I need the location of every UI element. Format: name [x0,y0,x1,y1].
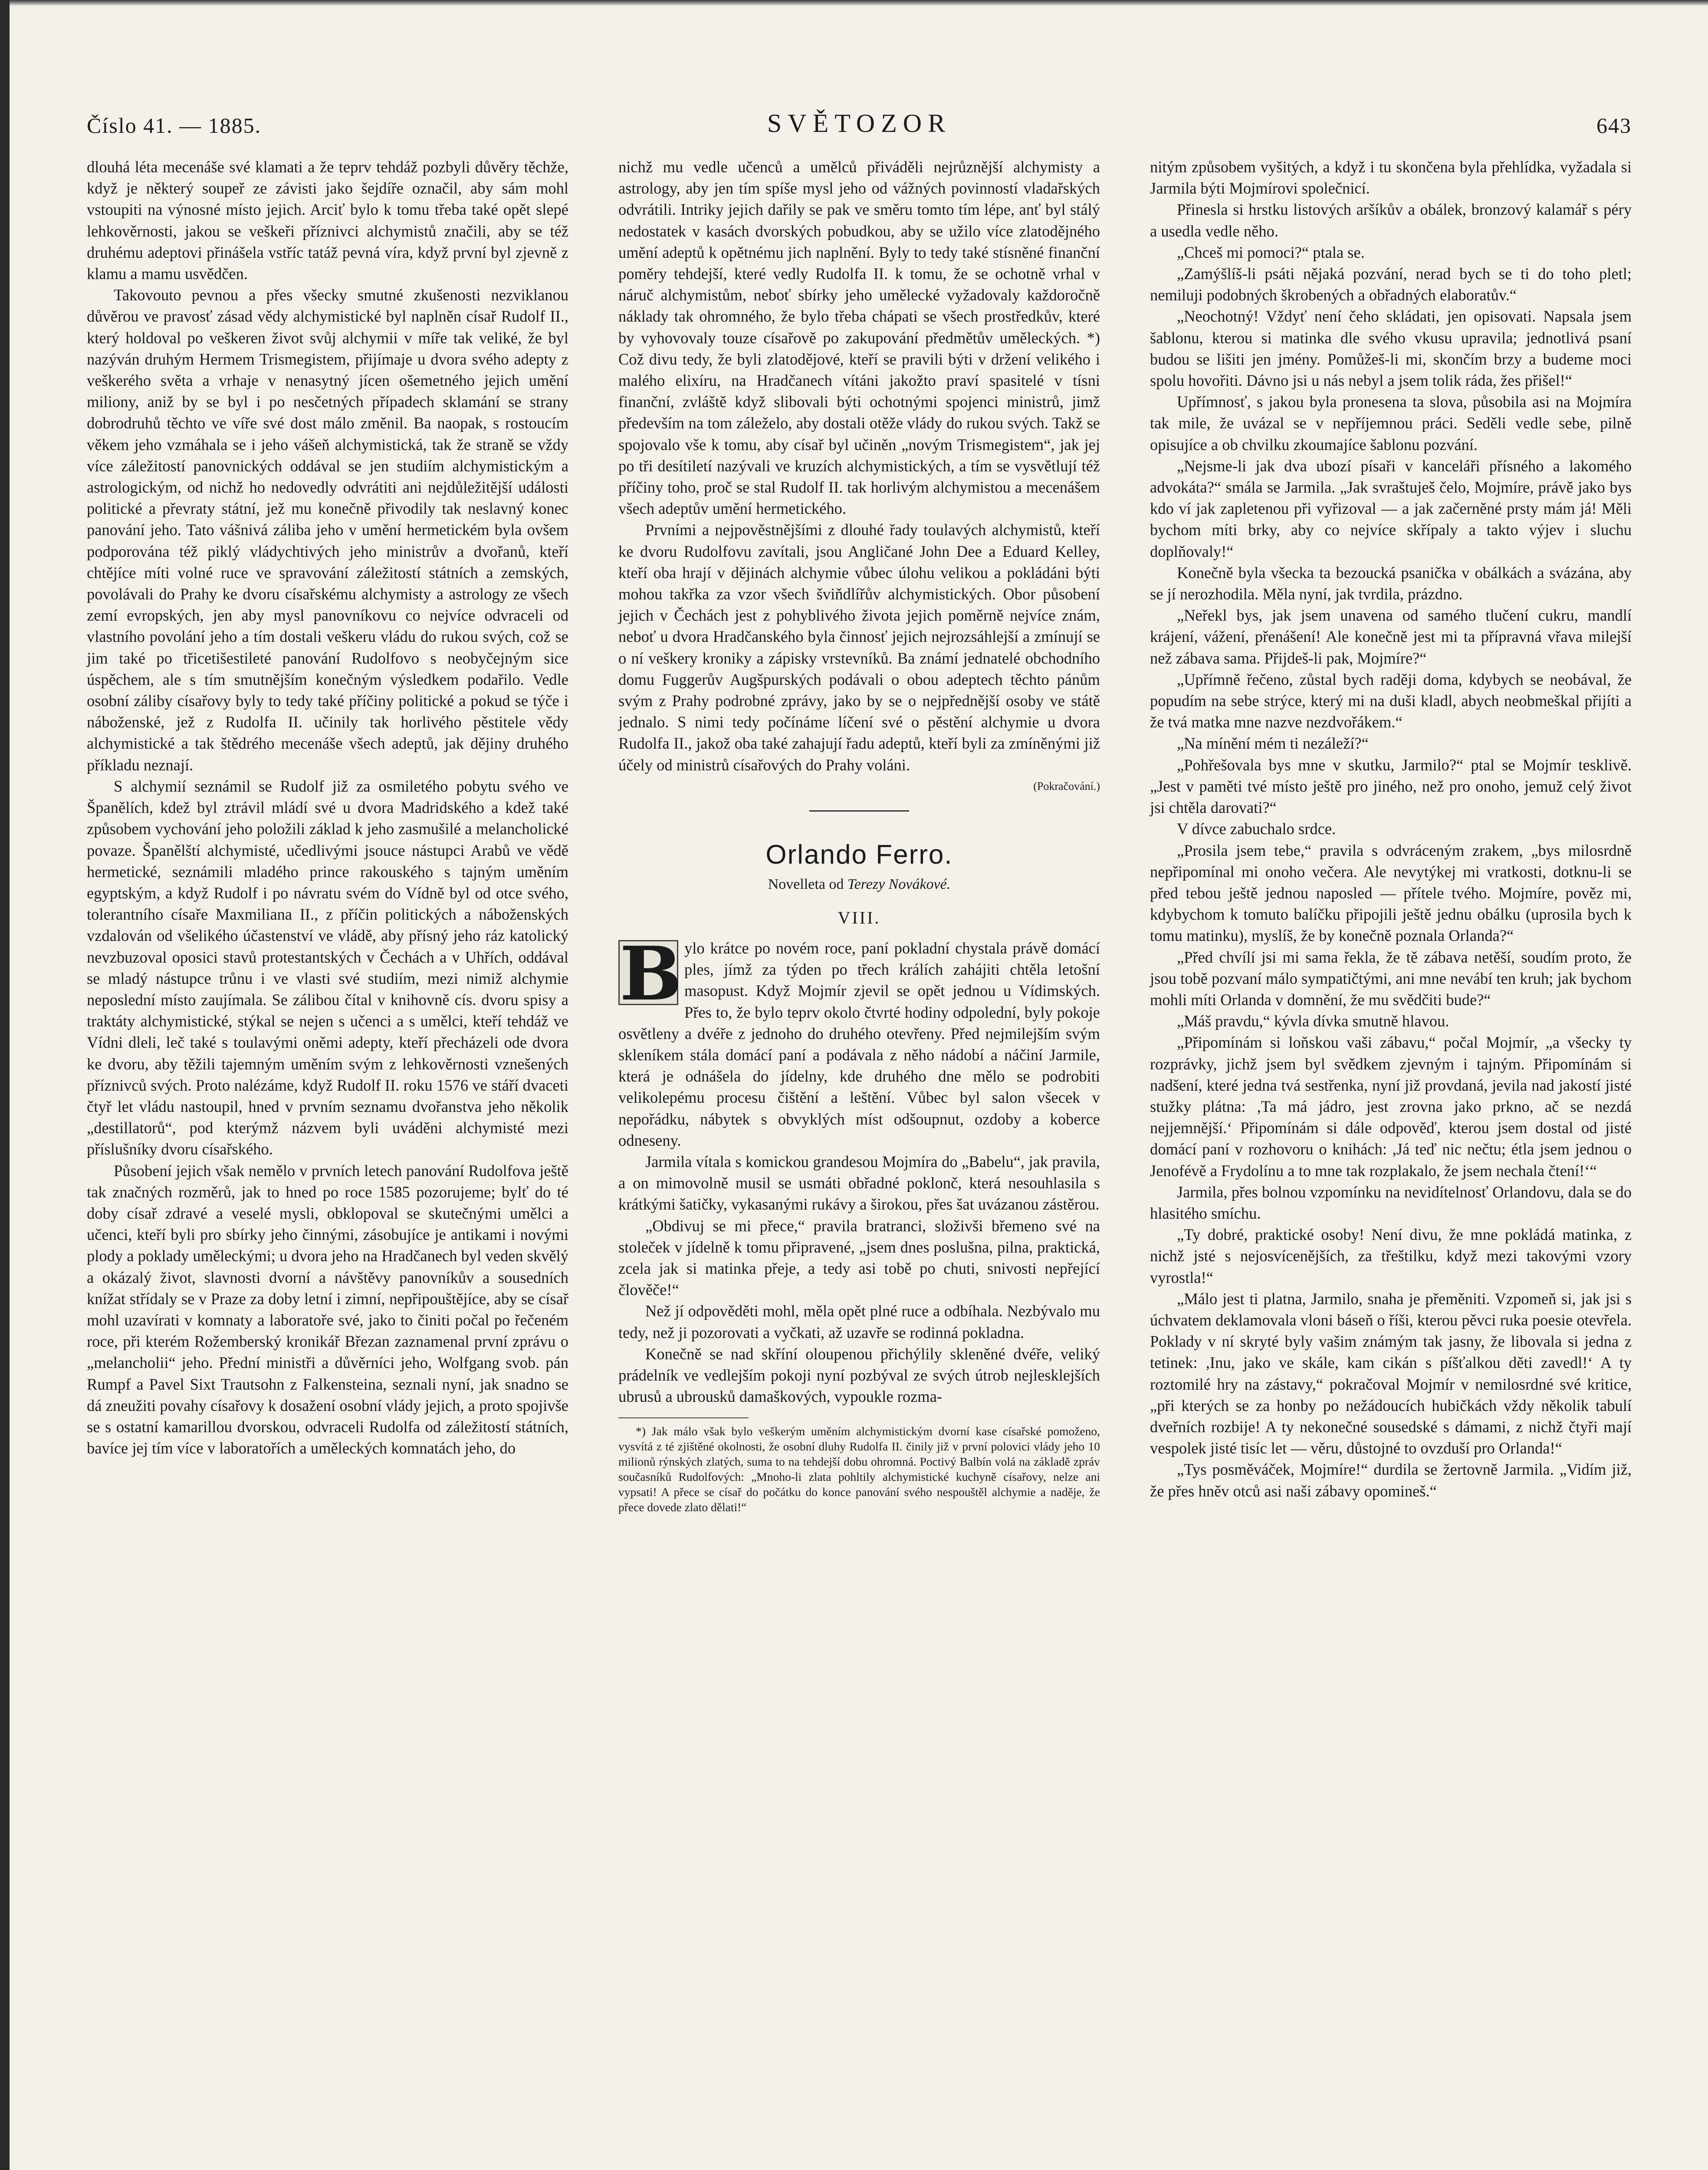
footnote [618,1424,1100,1515]
page-header [87,108,1632,143]
story-author: Terezy Novákové. [847,876,951,892]
paragraph: „Neřekl bys, jak jsem unavena od samého tlučení cukru, mandlí krájení, vážení, přenášení! Ale konečně jest mi ta přípravná vřava milejší než zábava sama. Přijdeš-li pak, Mojmíre?“ [1150,606,1632,667]
paragraph: Upřímnosť, s jakou byla pronesena ta slova, působila asi na Mojmíra tak mile, že uvázal se v nepříjemnou práci. Seděli vedle sebe, pilně opisujíce a ob chvilku zkoumajíce šablonu pozvání. [1150,393,1632,454]
paragraph: „Nejsme-li jak dva ubozí písaři v kanceláři přísného a lakomého advokáta?“ smála se Jarmila. „Jak svraštuješ čelo, Mojmíre, právě jako bys kdo ví jak zapletenou při vyřizoval — a jak začerněné prsty mám já! Měli bychom míti brky, aby co nejvíce skřípaly a takto výjev i sluchu doplňovaly!“ [1150,457,1632,560]
paragraph: V dívce zabuchalo srdce. [1177,820,1336,838]
paragraph: „Prosila jsem tebe,“ pravila s odvráceným zrakem, „bys milosrdně nepřipomínal mi onoho večera. Ale nevytýkej mi vratkosti, dotknu-li se před tebou ještě jednou naposled — přítele tvého. Mojmíre, pověz mi, kdybychom k tomuto balíčku připojili ještě jednu obálku (uprosila bych k tomu matinku), myslíš, že by konečně poznala Orlanda?“ [1150,841,1632,945]
paragraph: Konečně se nad skříní oloupenou přichýlily skleněné dvéře, veliký prádelník ve vedlejším pokoji nyní pozbýval ze svých útrob nejlesklejších ubrusů a ubrousků damaškových, vypoukle rozma- [618,1345,1100,1406]
scan-edge-top [0,0,1708,6]
paragraph: Působení jejich však nemělo v prvních letech panování Rudolfova ještě tak značných rozměrů, jak to hned po roce 1585 pozorujeme; bylť do té doby císař zdravé a veselé mysli, obklopoval se skutečnými umělci a učenci, kteří byli pro sbírky jeho činnými, zásobujíce je antikami i novými plody a poklady uměleckými; u dvora jeho na Hradčanech byl veden skvělý a okázalý život, slavnosti dvorní a návštěvy panovníkův a sousedních knížat střídaly se v Praze za doby letní i zimní, nepřipouštějíce, aby se císař mohl uzavírati v komnaty a laboratoře své, jako to činiti počal po řečeném roce, při kterém Rožemberský kronikář Březan zaznamenal první zprávu o „melancholii“ jeho. Přední ministři a důvěrníci jeho, Wolfgang svob. pán Rumpf a Pavel Sixt Trautsohn z Falkensteina, seznali nyní, jak snadno se dá zneužiti povahy císařovy k dosažení osobní vlády jejich, a proto spojivše se s ostatní kamarillou dvorskou, odvraceli Rudolfa od záležitostí státních, bavíce jej tím více v laboratořích a uměleckých komnatách jeho, do [87,1161,568,1457]
paragraph: Prvními a nejpověstnějšími z dlouhé řady toulavých alchymistů, kteří ke dvoru Rudolfovu zavítali, jsou Angličané John Dee a Eduard Kelley, kteří oba hrají v dějinách alchymie vůbec úlohu velikou a pokládáni býti mohou takřka za vzor všech šviňdlířův alchymistických. Obor působení jejich v Čechách jest z pohyblivého života jejich poměrně nejvíce znám, neboť u dvora Hradčanského byla činnosť jejich nejrozsáhlejší a zmínují se o ní veškery kroniky a zápisky vrstevníků. Ba známí jednatelé obchodního domu Fuggerův Augšpurských podávali o obou adeptech těchto pánům svým z Prahy podrobné zprávy, jako by se o nejpřednější osoby ve státě jednalo. S nimi tedy počínáme líčení své o pěstění alchymie u dvora Rudolfa II., jakož oba také zahajují řadu adeptů, kteří byli za zmíněnými již účely od ministrů císařových do Prahy voláni. [618,521,1100,774]
subtitle-prefix: Novelleta od [768,876,844,892]
page-number: 643 [1596,113,1632,138]
paragraph: „Upřímně řečeno, zůstal bych raději doma, kdybych se neobával, že popudím na sebe strýce, který mi na duši kladl, abych neobmeškal přijíti a že tvá matka mne nazve nezdvořákem.“ [1150,670,1632,731]
paragraph: S alchymií seznámil se Rudolf již za osmiletého pobytu svého ve Španělích, kdež byl ztrávil mládí své u dvora Madridského a kdež také způsobem vychování jeho položili základ k jeho zasmušilé a melancholické povaze. Španělští alchymisté, učedlivými jsouce nástupci Arabů ve vědě hermetické, seznámili mladého prince rakouského s tajným uměním egyptským, a když Rudolf i po návratu svém do Vídně byl od otce svého, tolerantního císaře Maxmiliana II., z příčin politických a náboženských vzdalován od všelikého účastenství ve vládě, aby přísný jeho ráz katolický nevzbuzoval oposici stavů protestantských v Čechách a v Uhřích, oddával se mladý nástupce trůnu i ve vlasti své studiím, mezi nimiž alchymie neposlední místo zaujímala. Se zálibou čítal v knihovně cís. dvoru spisy a traktáty alchymistické, stýkal se nejen s učenci a s umělci, kteří tehdáž ve Vídni dleli, leč také s toulavými oněmi adepty, kteří přecházeli ode dvora ke dvoru, aby těžili tajemným uměním svým z lehkověrnosti vznešených příznivců svých. Proto nalézáme, když Rudolf II. roku 1576 ve stáří dvaceti čtyř let vládu nastoupil, hned v prvním seznamu dvořanstva jeho několik „destillatorů“, pod kterýmž názvem byli uváděni alchymisté mezi příslušníky dvoru císařského. [87,777,568,1158]
paragraph: Jarmila, přes bolnou vzpomínku na nevidítelnosť Orlandovu, dala se do hlasitého smíchu. [1150,1183,1632,1222]
paragraph: nichž mu vedle učenců a umělců přiváděli nejrůznější alchymisty a astrology, aby jen tím spíše mysl jeho od vážných povinností vladařských odvrátili. Intriky jejich dařily se pak ve směru tomto tím lépe, anť byl stálý nedostatek v kasách dvorských pobudkou, aby se užilo více zlatodějného umění adeptů k opětnému jich naplnění. Byly to tedy také stísněné finanční poměry tehdejší, které vedly Rudolfa II. k tomu, že se ochotně vrhal v náruč alchymistům, neboť sbírky jeho umělecké vyžadovaly každoročně náklady tak ohromného, že bylo třeba chápati se všech prostředkův, které by vyhovovaly touze císařově po zakupování předmětův uměleckých. *) Což divu tedy, že byli zlatodějové, kteří se pravili býti v držení velikého i malého elixíru, na Hradčanech vítáni jakožto praví spasitelé v tísni finanční, zvláště když slibovali býti ochotnými spojenci ministrů, jimž především na tom záleželo, aby dostali otěže vlády do rukou svých. Takž se spojovalo vše k tomu, aby císař byl učiněn „novým Trismegistem“, jak jej po tři desítiletí nazývali ve kruzích alchymistických, a tím se vysvětlují též příčiny toho, proč se stal Rudolf II. tak horlivým alchymistou a mecenášem všech adeptův umění hermetického. [618,158,1100,518]
paragraph: „Neochotný! Vždyť není čeho skládati, jen opisovati. Napsala jsem šablonu, kterou si matinka dle svého vkusu upravila; jednotlivá psaní budou se lišiti jen jmény. Pomůžeš-li mi, skončím brzy a budeme moci spolu hovořiti. Dávno jsi u nás nebyl a jsem tolik ráda, žes přišel!“ [1150,307,1632,390]
masthead-title: SVĚTOZOR [767,109,952,138]
column-1 [87,156,568,1459]
story-first-paragraph [618,930,1100,1151]
footnote-text: *) Jak málo však bylo veškerým uměním alchymistickým dvorní kase císařské pomoženo, vysvítá z té zjištěné okolnosti, že osobní dluhy Rudolfa II. činily již v první polovici vlády jeho 10 milionů rýnských zlatých, suma to na tehdejší dobu ohromná. Poctivý Balbín volá na základě zpráv současníků Rudolfových: „Mnoho-li zlata pohltily alchymistické kuchyně císařovy, nelze ani vypsati! A přece se císař do počátku do konce panování svého nespouštěl alchymie a naděje, že přece dovede zlato dělati!“ [618,1424,1100,1514]
paragraph: nitým způsobem vyšitých, a když i tu skončena byla přehlídka, vyžadala si Jarmila býti Mojmírovi společnicí. [1150,158,1632,197]
paragraph: „Před chvílí jsi mi sama řekla, že tě zábava netěší, soudím proto, že jsou tobě pozvaní málo sympatičtými, ani mne nevábí ten kruh; jak bychom mohli míti Orlanda v domnění, že mu svědčiti bude?“ [1150,948,1632,1009]
paragraph: „Ty dobré, praktické osoby! Není divu, že mne pokládá matinka, z nichž jsté s nejosvícenějších, za třeštilku, když mezi takovými vzory vyrostla!“ [1150,1226,1632,1286]
paragraph: „Připomínám si loňskou vaši zábavu,“ počal Mojmír, „a všecky ty rozprávky, jichž jsem byl svědkem zjevným i tajným. Připomínám si nadšení, které jedna tvá sestřenka, nyní již provdaná, jevila nad jakostí jisté stužky plátna: ,Ta má jádro, jest zrovna jako prkno, ač se nezdá nejjemnější.‘ Připomínám si dále odpověď, kterou jsem dostal od jisté domácí paní v rozhovoru o knihách: ,Já teď nic nečtu; étla jsem jednou o Jenofévě a Frydolínu a to mne tak rozplakalo, že jsem nechala čtení!‘“ [1150,1033,1632,1180]
paragraph: Takovouto pevnou a přes všecky smutné zkušenosti nezviklanou důvěrou ve pravosť zásad vědy alchymistické byl naplněn císař Rudolf II., který holdoval po veškeren život svůj alchymii v míře tak veliké, že byl nazýván druhým Hermem Trismegistem, přijímaje u dvora svého adepty z veškerého světa a vrhaje v nenasytný jícen ošemetného jejich umění miliony, aniž by se byl i po nesčetných případech sklamání se strany dobrodruhů těchto ve víře své dost málo změnil. Ba naopak, s rostoucím věkem jeho vzmáhala se i jeho vášeň alchymistická, tak že straně se vždy více záležitostí panovnických oddával se jen studiím alchymistickým a astrologickým, od nichž ho nedovedly odvrátiti ani nejdůležitější události politické a převraty státní, jež mu konečně přivodily tak neslavný konec panování jeho. Tato vášnivá záliba jeho v umění hermetickém byla ovšem podporována též piklý vládychtivých jeho ministrův a dvořanů, kteří chtějíce míti volné ruce ve spravování záležitostí státních a zemských, povolávali do Prahy ke dvoru císařskému alchymisty a astrology ze všech zemí evropských, jen aby mysl panovníkovu co nejvíce odvraceli od vlastního povolání jeho a tím dostali veškeru vládu do rukou svých, což se jim také po třicetišestileté panování Rudolfovo s neobyčejným sice úspěchem, ale s tím smutnějším konečným výsledkem podařilo. Vedle osobní záliby císařovy byly to tedy také příčiny politické a pokud se týče i náboženské, jež z Rudolfa II. učinily tak horlivého pěstitele vědy alchymistické a tak štědrého mecenáše všech adeptů, jak dějiny druhého příkladu neznají. [87,286,568,774]
paragraph: „Málo jest ti platna, Jarmilo, snaha je přeměniti. Vzpomeň si, jak jsi s úchvatem deklamovala vloni báseň o říši, kterou pěvci ruka poesie otevřela. Poklady v ní skryté byly vašim známým tak jasny, že libovala si jedna z tetinek: ,Inu, jako ve skále, kam cikán s píšťalkou děti zavedl!‘ A ty roztomilé hry na zástavy,“ pokračoval Mojmír v nemilosrdné své kritice, „při kterých se za honby po nežádoucích hubičkách vždy několik tabulí dveřních rozbije! A ty nekonečné sousedské s dámami, z nichž čtyři mají vespolek jisté tisíc let — věru, důstojné to ovzduší pro Orlanda!“ [1150,1289,1632,1457]
paragraph: „Máš pravdu,“ kývla dívka smutně hlavou. [1177,1012,1449,1030]
paragraph: „Pohřešovala bys mne v skutku, Jarmilo?“ ptal se Mojmír tesklivě. „Jest v paměti tvé místo ještě pro jiného, než pro onoho, jemuž celý život jsi chtěla darovati?“ [1150,756,1632,817]
column-3 [1150,156,1632,1502]
dropcap-initial: B [618,940,678,1005]
paragraph: Než jí odpověděti mohl, měla opět plné ruce a odbíhala. Nezbývalo mu tedy, než ji pozorovati a vyčkati, až uzavře se rodinná pokladna. [618,1302,1100,1341]
story-subtitle [618,875,1100,894]
scan-edge-left [0,0,10,2170]
paragraph: „Obdivuj se mi přece,“ pravila bratranci, složivši břemeno své na stoleček v jídelně k tomu připravené, „jsem dnes poslušna, pilna, praktická, zcela jak si matinka přeje, a tedy asi tobě po chuti, snivosti nepřející člověče!“ [618,1217,1100,1299]
issue-number: Číslo 41. — 1885. [87,113,262,138]
section-divider [809,810,909,812]
footnote-rule [618,1417,749,1418]
continued-note: (Pokračování.) [1033,779,1100,792]
paragraph: „Zamýšlíš-li psáti nějaká pozvání, nerad bych se ti do toho pletl; nemiluji podobných škrobených a obřadných elaboratův.“ [1150,265,1632,304]
column-2 [618,156,1100,1515]
paragraph: „Tys posměváček, Mojmíre!“ durdila se žertovně Jarmila. „Vidím již, že přes hněv otců asi naši zábavy opomineš.“ [1150,1460,1632,1500]
first-paragraph-text: ylo krátce po novém roce, paní pokladní chystala právě domácí ples, jímž za týden po třech králích zahájiti chtěla letošní masopust. Když Mojmír zjevil se opět jednou u Vídimských. Přes to, že bylo teprv okolo čtvrté hodiny odpolední, byly pokoje osvětleny a dvéře z jednoho do druhého otevřeny. Před nejmilejším svým skleníkem stála domácí paní a podávala z něho nádobí a náčiní Jarmile, která je odnášela do jídelny, kde druhého dne mělo se podrobiti velikolepému procesu čištění a leštění. Vůbec byl salon všecek v nepořádku, nábytek s obvyklých míst odšoupnut, ozdoby a koberce odneseny. [618,939,1100,1149]
story-title: Orlando Ferro. [765,839,953,870]
paragraph: Jarmila vítala s komickou grandesou Mojmíra do „Babelu“, jak pravila, a on mimovolně musil se usmáti obřadné poklonč, která nesouhlasila s krátkými šatičky, vykasanými rukávy a širokou, přes šat uvázanou zástěrou. [618,1152,1100,1213]
paragraph: Přinesla si hrstku listových aršíkův a obálek, bronzový kalamář s péry a usedla vedle něho. [1150,201,1632,240]
paragraph: Konečně byla všecka ta bezoucká psanička v obálkách a svázána, aby se jí nerozhodila. Měla nyní, jak tvrdila, prázdno. [1150,563,1632,603]
paragraph: dlouhá léta mecenáše své klamati a že teprv tehdáž pozbyli důvěry těchže, když je některý soupeř ze závisti jako šejdíře označil, aby sám mohl vstoupiti na výnosné místo jejich. Arciť bylo k tomu třeba také opět slepé lehkověrnosti, jakou se veškeři příznivci alchymistů značili, aby se též druhému adeptovi přinášela vstříc tatáž pevná víra, když první byl zjevně z klamu a mamu usvědčen. [87,158,568,283]
paragraph: „Na mínění mém ti nezáleží?“ [1177,734,1369,753]
paragraph: „Chceš mi pomoci?“ ptala se. [1177,243,1365,261]
chapter-number: VIII. [838,907,881,927]
newspaper-page [87,108,1632,2170]
